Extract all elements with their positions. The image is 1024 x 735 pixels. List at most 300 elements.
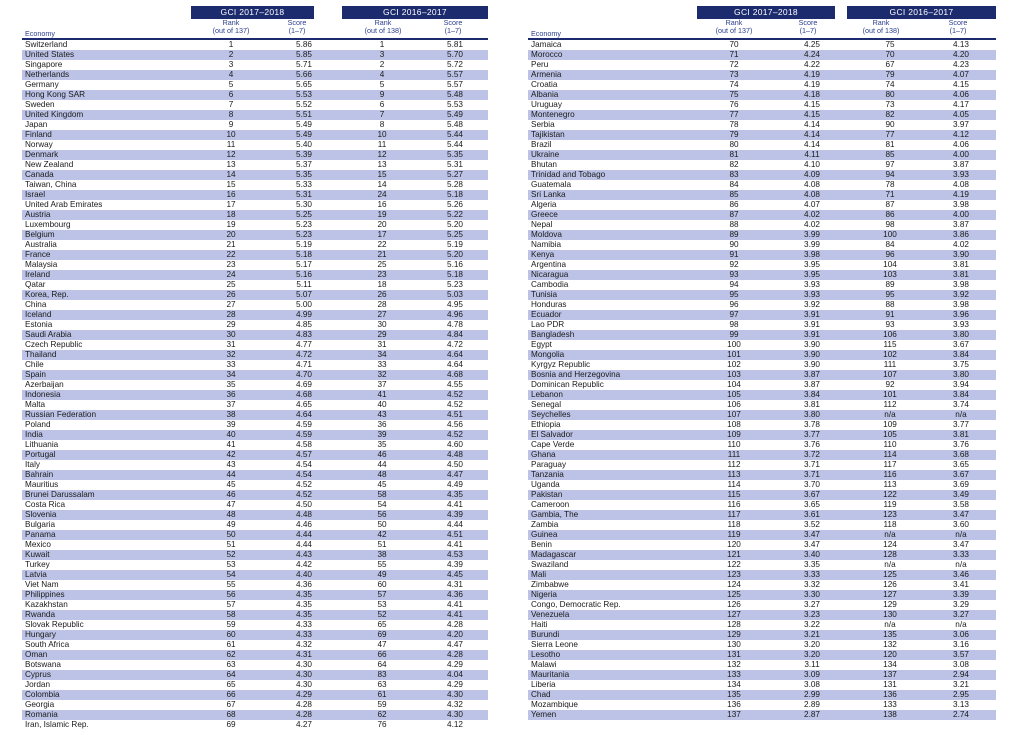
rank-2016-cell: 12 (342, 150, 422, 160)
rank-2017-cell: 131 (698, 650, 770, 660)
rank-2016-cell: n/a (854, 530, 926, 540)
score-2017-cell: 5.31 (266, 190, 342, 200)
economy-cell: Iran, Islamic Rep. (25, 720, 89, 729)
right-table-panel (528, 6, 996, 720)
rank-2017-cell: 106 (727, 400, 741, 409)
score-2017-cell: 5.65 (296, 80, 312, 89)
economy-cell: Ukraine (528, 150, 698, 160)
score-2016-cell: 3.47 (953, 540, 969, 549)
rank-2016-cell: 138 (854, 710, 926, 720)
rank-2016-cell: 122 (854, 490, 926, 500)
rank-2017-cell: 118 (727, 520, 741, 529)
score-2017-cell: 3.98 (770, 250, 854, 260)
economy-cell: Bosnia and Herzegovina (528, 370, 698, 380)
score-2017-cell: 4.08 (804, 180, 820, 189)
rank-2016-cell: 2 (379, 60, 385, 69)
rank-2016-cell: 5 (379, 80, 385, 89)
rank-2016-cell: 47 (377, 640, 387, 649)
rank-2017-cell: 114 (727, 480, 741, 489)
rank-2017-cell: 134 (727, 680, 741, 689)
score-2017-cell: 2.99 (770, 690, 854, 700)
table-row (528, 50, 996, 60)
economy-cell: Rwanda (22, 610, 196, 620)
score-2016-cell: n/a (955, 620, 967, 629)
score-2016-cell: 4.64 (422, 350, 488, 360)
rank-2017-cell: 102 (727, 360, 741, 369)
rank-2017-cell: 55 (226, 580, 236, 589)
score-2016-cell: 3.92 (926, 290, 996, 300)
economy-cell: Nicaragua (528, 270, 698, 280)
score-2017-cell: 4.59 (266, 430, 342, 440)
score-2016-cell: 4.49 (447, 480, 463, 489)
rank-2017-cell: 24 (196, 270, 266, 280)
table-row (22, 170, 488, 180)
score-2017-cell: 3.08 (804, 680, 820, 689)
score-2016-cell: 5.81 (447, 40, 463, 49)
rank-2017-cell: 98 (729, 320, 739, 329)
score-2016-cell: 4.08 (953, 180, 969, 189)
score-2017-cell: 3.91 (770, 330, 854, 340)
rank-2017-cell: 125 (698, 590, 770, 600)
table-row (528, 430, 996, 440)
score-2017-cell: 5.11 (296, 280, 312, 289)
score-2017-cell: 3.90 (770, 350, 854, 360)
score-2016-cell: 3.16 (953, 640, 969, 649)
score-2017-cell: 4.65 (296, 400, 312, 409)
economy-cell: Trinidad and Tobago (528, 170, 698, 180)
economy-cell: Tunisia (528, 290, 698, 300)
table-row (528, 570, 996, 580)
economy-cell: Serbia (531, 120, 555, 129)
score-2016-cell: 5.03 (422, 290, 488, 300)
economy-cell: Australia (25, 240, 57, 249)
score-2017-cell: 3.09 (770, 670, 854, 680)
score-2016-cell: 4.28 (447, 620, 463, 629)
score-2016-cell: 3.84 (926, 350, 996, 360)
table-row (22, 160, 488, 170)
table-row (22, 310, 488, 320)
table-row (528, 290, 996, 300)
rank-2017-cell: 45 (226, 480, 236, 489)
rank-2016-cell: 129 (883, 600, 897, 609)
score-2016-cell: 3.80 (926, 330, 996, 340)
rank-2017-cell: 44 (196, 470, 266, 480)
score-2016-cell: 3.60 (953, 520, 969, 529)
rank-2016-cell: 19 (342, 210, 422, 220)
table-row (22, 420, 488, 430)
economy-cell: Oman (22, 650, 196, 660)
rank-2016-cell: 117 (883, 460, 897, 469)
rank-2017-cell: 42 (196, 450, 266, 460)
score-2017-cell: 3.87 (770, 370, 854, 380)
score-2017-cell: 4.59 (296, 420, 312, 429)
rank-2017-cell: 126 (727, 600, 741, 609)
rank-2016-cell: 67 (885, 60, 895, 69)
score-2017-cell: 5.18 (266, 250, 342, 260)
rank-2017-cell: 20 (196, 230, 266, 240)
table-row (528, 300, 996, 310)
rank-2016-cell: 85 (854, 150, 926, 160)
score-2016-cell: 5.48 (422, 90, 488, 100)
economy-cell: Georgia (25, 700, 55, 709)
table-row (528, 480, 996, 490)
rank-2017-cell: 35 (226, 380, 236, 389)
table-row (22, 140, 488, 150)
score-2016-cell: 4.15 (953, 80, 969, 89)
rank-2017-cell: 31 (226, 340, 236, 349)
table-row (528, 260, 996, 270)
score-2016-cell: 4.51 (422, 410, 488, 420)
table-row (528, 230, 996, 240)
rank-2016-cell: 58 (342, 490, 422, 500)
table-row (528, 470, 996, 480)
rank-2016-cell: 13 (377, 160, 387, 169)
rank-2017-cell: 72 (729, 60, 739, 69)
economy-cell: Honduras (531, 300, 567, 309)
economy-cell: Dominican Republic (531, 380, 604, 389)
rank-2017-cell: 53 (226, 560, 236, 569)
score-2017-cell: 3.81 (804, 400, 820, 409)
rank-2017-cell: 88 (729, 220, 739, 229)
rank-2016-cell: 105 (854, 430, 926, 440)
table-row (528, 670, 996, 680)
rank-2017-cell: 48 (196, 510, 266, 520)
score-2017-cell: 4.30 (266, 670, 342, 680)
score-2017-cell: 3.40 (770, 550, 854, 560)
economy-cell: Egypt (531, 340, 552, 349)
economy-cell: Liberia (531, 680, 556, 689)
score-2016-cell: 3.67 (926, 470, 996, 480)
rank-2016-cell: 123 (854, 510, 926, 520)
score-2017-cell: 4.52 (266, 490, 342, 500)
rank-2017-cell: 136 (727, 700, 741, 709)
gci-2016-header: GCI 2016–2017 (847, 6, 996, 19)
rank-2016-cell: 110 (883, 440, 897, 449)
score-2016-cell: 4.48 (422, 450, 488, 460)
rank-2017-cell: 117 (698, 510, 770, 520)
table-row (22, 290, 488, 300)
economy-cell: Madagascar (528, 550, 698, 560)
score-2016-cell: 4.95 (447, 300, 463, 309)
rank-2016-cell: 63 (377, 680, 387, 689)
score-2016-cell: 3.84 (926, 390, 996, 400)
rank-2017-cell: 21 (226, 240, 236, 249)
economy-cell: Hong Kong SAR (22, 90, 196, 100)
score-2017-cell: 3.47 (770, 530, 854, 540)
score-2016-cell: 4.52 (422, 390, 488, 400)
rank-2016-cell: 125 (854, 570, 926, 580)
rank-2016-cell: 29 (342, 330, 422, 340)
table-row (528, 540, 996, 550)
table-row (528, 400, 996, 410)
score-2016-cell: 4.12 (926, 130, 996, 140)
score-2017-cell: 5.53 (266, 90, 342, 100)
score-2016-cell: 4.13 (953, 40, 969, 49)
score-2017-cell: 3.91 (804, 320, 820, 329)
economy-cell: India (22, 430, 196, 440)
rank-2017-cell: 3 (228, 60, 234, 69)
economy-cell: Cameroon (531, 500, 570, 509)
table-row (528, 280, 996, 290)
right-column-headers (528, 19, 996, 38)
score-2017-cell: 3.71 (770, 470, 854, 480)
economy-cell: Cambodia (531, 280, 569, 289)
rank-2017-cell: 81 (698, 150, 770, 160)
economy-column-header: Economy (531, 29, 561, 38)
rank-2016-cell: 107 (854, 370, 926, 380)
rank-2016-cell: 104 (883, 260, 897, 269)
rank-2016-cell: 124 (883, 540, 897, 549)
table-row (528, 210, 996, 220)
rank-2017-cell: 38 (196, 410, 266, 420)
table-row (22, 440, 488, 450)
economy-cell: Ireland (22, 270, 196, 280)
rank-2016-cell: 79 (854, 70, 926, 80)
score-2017-cell: 4.50 (296, 500, 312, 509)
economy-cell: Mozambique (531, 700, 578, 709)
rank-2017-cell: 107 (698, 410, 770, 420)
rank-2017-cell: 133 (698, 670, 770, 680)
table-row (528, 690, 996, 700)
rank-2017-cell: 40 (196, 430, 266, 440)
rank-2017-cell: 11 (226, 140, 236, 149)
rank-2017-cell: 74 (729, 80, 739, 89)
rank-2016-cell: 46 (342, 450, 422, 460)
table-row (528, 350, 996, 360)
rank-2016-cell: 34 (342, 350, 422, 360)
rank-2017-cell: 9 (228, 120, 234, 129)
score-2016-cell: 3.98 (953, 200, 969, 209)
table-row (22, 380, 488, 390)
table-row (22, 330, 488, 340)
rank-2016-cell: 27 (342, 310, 422, 320)
score-2016-cell: 4.84 (422, 330, 488, 340)
economy-cell: Costa Rica (25, 500, 66, 509)
rank-2017-cell: 94 (729, 280, 739, 289)
score-2017-cell: 5.33 (296, 180, 312, 189)
score-2016-cell: 3.74 (953, 400, 969, 409)
rank-2017-cell: 25 (226, 280, 236, 289)
rank-2016-cell: 16 (377, 200, 387, 209)
table-row (528, 140, 996, 150)
score-2016-cell: 3.65 (953, 460, 969, 469)
rank-2017-cell: 61 (226, 640, 236, 649)
economy-cell: Guinea (528, 530, 698, 540)
table-row (528, 160, 996, 170)
rank-2017-cell: 1 (228, 40, 234, 49)
rank-2017-cell: 56 (196, 590, 266, 600)
score-2016-cell: 3.94 (953, 380, 969, 389)
table-row (22, 400, 488, 410)
score-2017-cell: 3.90 (804, 340, 820, 349)
table-row (22, 470, 488, 480)
score-2016-cell: 4.19 (926, 190, 996, 200)
table-row (22, 590, 488, 600)
score-2017-cell: 4.09 (770, 170, 854, 180)
rank-2017-cell: 23 (226, 260, 236, 269)
score-2017-cell: 2.87 (770, 710, 854, 720)
rank-2017-cell: 86 (729, 200, 739, 209)
economy-cell: Slovenia (22, 510, 196, 520)
economy-cell: Saudi Arabia (22, 330, 196, 340)
score-2017-cell: 5.23 (296, 220, 312, 229)
table-row (22, 250, 488, 260)
rank-2016-cell: 69 (342, 630, 422, 640)
economy-cell: Malaysia (25, 260, 58, 269)
table-row (528, 190, 996, 200)
rank-2016-cell: 21 (342, 250, 422, 260)
rank-2016-cell: n/a (884, 560, 896, 569)
rank-2016-cell: 25 (377, 260, 387, 269)
rank-2017-cell: 100 (727, 340, 741, 349)
score-2017-cell: 5.19 (296, 240, 312, 249)
rank-2016-cell: 91 (854, 310, 926, 320)
economy-cell: Kyrgyz Republic (531, 360, 591, 369)
score-2016-cell: 3.21 (953, 680, 969, 689)
rank-2016-cell: 71 (854, 190, 926, 200)
table-row (528, 170, 996, 180)
table-row (22, 700, 488, 710)
table-row (528, 700, 996, 710)
table-row (528, 220, 996, 230)
score-2017-cell: 4.99 (266, 310, 342, 320)
economy-cell: Pakistan (528, 490, 698, 500)
rank-2017-cell: 49 (226, 520, 236, 529)
score-2016-cell: 3.08 (953, 660, 969, 669)
table-row (22, 370, 488, 380)
table-row (528, 510, 996, 520)
score-2017-cell: 4.77 (296, 340, 312, 349)
economy-cell: Poland (25, 420, 51, 429)
rank-2016-cell: 35 (377, 440, 387, 449)
economy-cell: Yemen (528, 710, 698, 720)
rank-2016-cell: 76 (377, 720, 387, 729)
score-2016-cell: 3.98 (953, 280, 969, 289)
rank-2017-cell: 4 (196, 70, 266, 80)
rank-2017-cell: 84 (729, 180, 739, 189)
rank-2017-cell: 59 (226, 620, 236, 629)
score-2016-cell: 5.28 (447, 180, 463, 189)
score-2016-cell: 3.93 (953, 320, 969, 329)
table-row (528, 100, 996, 110)
economy-cell: Italy (25, 460, 41, 469)
score-2017-cell: 4.68 (266, 390, 342, 400)
score-2017-cell: 3.93 (770, 290, 854, 300)
score-2017-cell: 3.23 (770, 610, 854, 620)
score-2017-cell: 5.39 (266, 150, 342, 160)
rank-2016-cell: 94 (854, 170, 926, 180)
rank-2016-cell: 43 (342, 410, 422, 420)
score-2016-cell: 5.23 (447, 280, 463, 289)
table-row (22, 710, 488, 720)
economy-cell: Albania (528, 90, 698, 100)
economy-cell: Peru (531, 60, 549, 69)
score-2017-column-header: Score (1–7) (287, 18, 307, 35)
table-row (528, 550, 996, 560)
score-2017-cell: 2.89 (804, 700, 820, 709)
economy-cell: Algeria (531, 200, 557, 209)
rank-2016-cell: 10 (342, 130, 422, 140)
rank-2017-cell: 77 (698, 110, 770, 120)
rank-2017-cell: 43 (226, 460, 236, 469)
table-row (22, 230, 488, 240)
score-2017-cell: 4.54 (266, 470, 342, 480)
score-2017-cell: 3.78 (804, 420, 820, 429)
rank-2017-cell: 50 (196, 530, 266, 540)
rank-2017-cell: 108 (727, 420, 741, 429)
rank-2017-cell: 99 (698, 330, 770, 340)
economy-cell: Lesotho (528, 650, 698, 660)
rank-2016-cell: 93 (885, 320, 895, 329)
economy-cell: United States (22, 50, 196, 60)
economy-cell: Qatar (25, 280, 46, 289)
score-2017-cell: 4.83 (266, 330, 342, 340)
rank-2016-cell: 95 (854, 290, 926, 300)
rank-2016-cell: 119 (883, 500, 897, 509)
economy-cell: Turkey (25, 560, 50, 569)
score-2017-cell: 5.49 (296, 120, 312, 129)
gci-2017-header: GCI 2017–2018 (191, 6, 314, 19)
economy-cell: Armenia (528, 70, 698, 80)
rank-2016-cell: 118 (883, 520, 897, 529)
score-2017-cell: 3.91 (770, 310, 854, 320)
score-2016-cell: 5.26 (447, 200, 463, 209)
table-row (22, 80, 488, 90)
economy-cell: El Salvador (528, 430, 698, 440)
score-2017-cell: 3.33 (770, 570, 854, 580)
table-row (528, 560, 996, 570)
table-row (22, 260, 488, 270)
table-row (22, 460, 488, 470)
score-2016-cell: 4.44 (447, 520, 463, 529)
table-row (528, 590, 996, 600)
score-2016-cell: 3.69 (953, 480, 969, 489)
rank-2016-cell: 7 (342, 110, 422, 120)
score-2016-cell: 4.17 (953, 100, 969, 109)
score-2017-cell: 3.77 (770, 430, 854, 440)
score-2017-cell: 4.71 (296, 360, 312, 369)
rank-2016-cell: 87 (885, 200, 895, 209)
rank-2016-cell: 66 (342, 650, 422, 660)
score-2017-cell: 4.07 (804, 200, 820, 209)
score-2017-cell: 4.28 (296, 700, 312, 709)
score-2017-cell: 4.48 (266, 510, 342, 520)
economy-cell: Luxembourg (25, 220, 71, 229)
rank-2017-cell: 13 (226, 160, 236, 169)
economy-cell: Singapore (25, 60, 63, 69)
score-2017-cell: 4.19 (804, 80, 820, 89)
score-2016-cell: 4.78 (447, 320, 463, 329)
score-2016-cell: 3.80 (926, 370, 996, 380)
rank-2017-cell: 12 (196, 150, 266, 160)
table-row (528, 610, 996, 620)
rank-2017-column-header: Rank (out of 137) (212, 18, 250, 35)
score-2017-cell: 4.14 (770, 130, 854, 140)
rank-2016-cell: 64 (377, 660, 387, 669)
score-2016-cell: 4.28 (422, 650, 488, 660)
score-2016-cell: 2.94 (926, 670, 996, 680)
score-2016-cell: 5.20 (422, 250, 488, 260)
score-2016-cell: 4.72 (447, 340, 463, 349)
table-row (22, 360, 488, 370)
rank-2016-cell: 137 (854, 670, 926, 680)
score-2016-cell: 5.18 (422, 270, 488, 280)
rank-2017-cell: 36 (196, 390, 266, 400)
score-2017-cell: 4.42 (296, 560, 312, 569)
rank-2016-cell: 38 (342, 550, 422, 560)
score-2016-cell: 4.56 (447, 420, 463, 429)
table-row (22, 220, 488, 230)
